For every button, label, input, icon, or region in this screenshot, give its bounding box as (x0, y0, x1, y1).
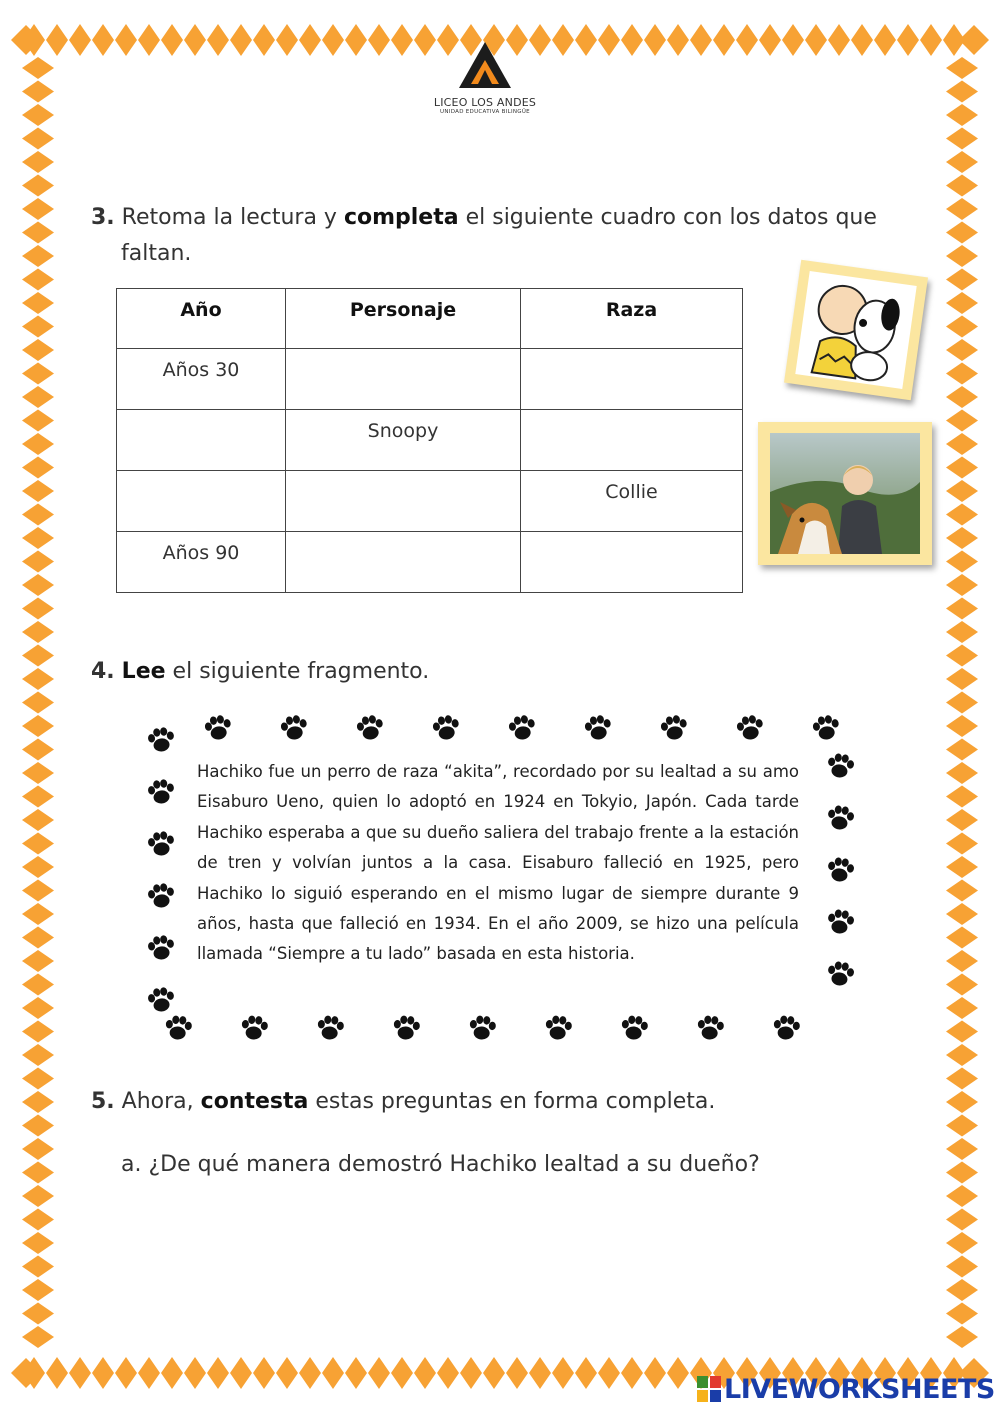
fragment-text: Hachiko fue un perro de raza “akita”, recordado por su lealtad a su amo Eisaburo Ueno, quien lo adoptó en 1924 en Tokyio, Japón. Cada tarde Hachiko esperaba a que su dueño saliera del trabajo frente a la estación de tren y volvían juntos a la casa. Eisaburo falleció en 1925, pero Hachiko lo siguió esperando en el mismo lugar de siempre durante 9 años, hasta que falleció en 1934. En el año 2009, se hizo una película llamada “Siempre a tu lado” basada en esta historia. (197, 762, 799, 964)
border-diamond (22, 527, 54, 549)
question-3-text-after: el siguiente cuadro con los datos que (465, 205, 877, 230)
border-diamond (667, 1357, 689, 1389)
border-diamond (22, 104, 54, 126)
paw-print-icon (469, 1015, 497, 1041)
border-diamond (391, 24, 413, 56)
border-diamond (946, 363, 978, 385)
border-diamond (22, 880, 54, 902)
border-diamond (506, 1357, 528, 1389)
border-diamond (782, 24, 804, 56)
border-diamond (874, 24, 896, 56)
border-diamond (946, 786, 978, 808)
border-diamond (22, 574, 54, 596)
border-diamond (575, 1357, 597, 1389)
border-diamond (22, 151, 54, 173)
question-4 (91, 654, 429, 690)
border-diamond (22, 1162, 54, 1184)
border-diamond (22, 739, 54, 761)
question-4-keyword: Lee (121, 659, 166, 684)
paw-print-icon (147, 830, 176, 857)
border-diamond (946, 551, 978, 573)
border-diamond (946, 245, 978, 267)
border-diamond (946, 504, 978, 526)
border-diamond (22, 386, 54, 408)
border-diamond (946, 410, 978, 432)
border-diamond (368, 24, 390, 56)
border-diamond (22, 762, 54, 784)
border-diamond (946, 1256, 978, 1278)
border-diamond (22, 1115, 54, 1137)
border-diamond (946, 128, 978, 150)
table-cell-input[interactable] (286, 471, 521, 532)
paw-print-icon (507, 715, 537, 742)
paw-print-icon (826, 960, 855, 987)
border-diamond (644, 24, 666, 56)
border-diamond (736, 24, 758, 56)
school-logo (430, 40, 540, 115)
border-diamond (946, 715, 978, 737)
border-diamond (253, 1357, 275, 1389)
question-a-text: ¿De qué manera demostró Hachiko lealtad a su dueño? (148, 1152, 760, 1177)
border-diamond (22, 433, 54, 455)
question-5-text-after: estas preguntas en forma completa. (315, 1089, 716, 1114)
answer-area[interactable] (121, 1195, 939, 1345)
border-diamond (22, 551, 54, 573)
border-diamond (946, 1232, 978, 1254)
border-diamond (414, 1357, 436, 1389)
border-diamond (946, 292, 978, 314)
border-diamond (22, 1068, 54, 1090)
paw-print-icon (147, 986, 176, 1013)
border-diamond (946, 198, 978, 220)
border-diamond (946, 151, 978, 173)
border-diamond (22, 833, 54, 855)
border-diamond (946, 927, 978, 949)
question-3 (91, 200, 939, 236)
border-diamond (22, 222, 54, 244)
border-diamond (22, 1021, 54, 1043)
border-diamond (690, 24, 712, 56)
border-diamond (946, 762, 978, 784)
paw-print-icon (826, 856, 855, 883)
paw-print-icon (165, 1015, 193, 1041)
border-diamond (946, 856, 978, 878)
border-diamond (598, 1357, 620, 1389)
border-diamond (946, 809, 978, 831)
question-4-text: el siguiente fragmento. (172, 659, 430, 684)
border-diamond (946, 621, 978, 643)
paw-print-icon (147, 934, 176, 961)
paw-print-icon (147, 778, 176, 805)
border-diamond (946, 1185, 978, 1207)
border-diamond (22, 269, 54, 291)
border-diamond (22, 645, 54, 667)
border-diamond (22, 245, 54, 267)
paw-print-icon (826, 908, 855, 935)
question-5-text-before: Ahora, (121, 1089, 194, 1114)
border-diamond (368, 1357, 390, 1389)
table-cell: Años 30 (117, 349, 286, 410)
border-diamond (946, 1303, 978, 1325)
border-diamond (22, 457, 54, 479)
border-diamond (946, 1068, 978, 1090)
border-diamond (22, 856, 54, 878)
question-a (121, 1147, 760, 1183)
paw-print-icon (811, 715, 841, 742)
border-diamond (161, 1357, 183, 1389)
border-diamond (946, 175, 978, 197)
border-diamond (22, 903, 54, 925)
border-diamond (897, 24, 919, 56)
border-diamond (946, 598, 978, 620)
border-diamond (22, 175, 54, 197)
border-diamond (22, 339, 54, 361)
border-diamond (759, 24, 781, 56)
paw-print-icon (317, 1015, 345, 1041)
paw-print-icon (147, 882, 176, 909)
border-diamond (22, 128, 54, 150)
question-5-keyword: contesta (200, 1089, 309, 1114)
border-diamond (22, 668, 54, 690)
paw-print-icon (773, 1015, 801, 1041)
border-diamond (946, 1044, 978, 1066)
border-diamond (946, 81, 978, 103)
border-diamond (22, 1303, 54, 1325)
logo-name: LICEO LOS ANDES (433, 96, 537, 109)
border-diamond (460, 1357, 482, 1389)
paw-print-icon (431, 715, 461, 742)
border-diamond (276, 1357, 298, 1389)
border-diamond (207, 24, 229, 56)
border-diamond (22, 809, 54, 831)
table-cell-input[interactable] (521, 532, 743, 593)
question-3-keyword: completa (343, 205, 459, 230)
border-diamond (946, 386, 978, 408)
border-diamond (946, 1138, 978, 1160)
border-diamond (946, 833, 978, 855)
paw-print-icon (826, 804, 855, 831)
border-diamond (946, 1115, 978, 1137)
border-diamond (946, 645, 978, 667)
paw-print-icon (621, 1015, 649, 1041)
data-table (116, 288, 743, 593)
watermark (724, 1374, 995, 1405)
border-diamond (46, 24, 68, 56)
border-diamond (946, 950, 978, 972)
paw-print-icon (355, 715, 385, 742)
question-4-number: 4. (91, 659, 115, 684)
border-diamond (828, 24, 850, 56)
border-diamond (345, 24, 367, 56)
border-diamond (575, 24, 597, 56)
collie-boy-illustration-icon (758, 422, 932, 565)
table-row (117, 410, 743, 471)
table-cell-input[interactable] (117, 471, 286, 532)
table-cell: Snoopy (286, 410, 521, 471)
collie-photo (758, 422, 932, 565)
logo-triangle-icon (457, 40, 513, 90)
border-diamond (946, 104, 978, 126)
border-diamond (22, 57, 54, 79)
border-diamond (946, 903, 978, 925)
border-diamond (946, 1162, 978, 1184)
border-diamond (184, 1357, 206, 1389)
table-row (117, 349, 743, 410)
border-diamond (92, 1357, 114, 1389)
table-header-row (117, 289, 743, 349)
border-diamond (69, 24, 91, 56)
border-diamond (22, 1185, 54, 1207)
table-cell-input[interactable] (521, 349, 743, 410)
liveworksheets-logo-icon (697, 1376, 722, 1402)
border-diamond (276, 24, 298, 56)
border-diamond (230, 24, 252, 56)
border-diamond (22, 1044, 54, 1066)
border-diamond (946, 974, 978, 996)
border-diamond (22, 1256, 54, 1278)
question-5-number: 5. (91, 1089, 115, 1114)
paw-print-icon (826, 752, 855, 779)
border-diamond (946, 339, 978, 361)
border-diamond (946, 1091, 978, 1113)
border-diamond (946, 316, 978, 338)
border-diamond (946, 997, 978, 1019)
border-diamond (161, 24, 183, 56)
paw-print-icon (393, 1015, 421, 1041)
border-diamond (946, 527, 978, 549)
border-diamond (92, 24, 114, 56)
logo-subtitle: UNIDAD EDUCATIVA BILINGÜE (440, 109, 530, 115)
border-diamond (22, 1209, 54, 1231)
border-diamond (22, 1232, 54, 1254)
border-diamond (946, 269, 978, 291)
paw-print-icon (545, 1015, 573, 1041)
border-diamond (22, 927, 54, 949)
border-diamond (22, 598, 54, 620)
header-character: Personaje (286, 289, 521, 349)
border-diamond (644, 1357, 666, 1389)
border-diamond (22, 692, 54, 714)
border-diamond (184, 24, 206, 56)
question-3-line2: faltan. (121, 241, 192, 266)
border-diamond (207, 1357, 229, 1389)
border-diamond (22, 1326, 54, 1348)
border-diamond (946, 1209, 978, 1231)
border-diamond (959, 25, 989, 55)
border-diamond (920, 24, 942, 56)
table-row (117, 471, 743, 532)
border-diamond (946, 222, 978, 244)
border-diamond (437, 1357, 459, 1389)
paw-print-icon (241, 1015, 269, 1041)
border-diamond (345, 1357, 367, 1389)
border-diamond (230, 1357, 252, 1389)
border-diamond (946, 433, 978, 455)
question-5 (91, 1084, 715, 1120)
table-cell-input[interactable] (117, 410, 286, 471)
question-3-number: 3. (91, 205, 115, 230)
question-a-letter: a. (121, 1152, 142, 1177)
border-diamond (22, 1138, 54, 1160)
question-3-text-before: Retoma la lectura y (121, 205, 337, 230)
paw-print-icon (659, 715, 689, 742)
border-diamond (22, 316, 54, 338)
border-diamond (667, 24, 689, 56)
border-diamond (322, 24, 344, 56)
border-diamond (22, 1279, 54, 1301)
border-diamond (22, 950, 54, 972)
border-diamond (22, 198, 54, 220)
watermark-text: LIVEWORKSHEETS (724, 1374, 995, 1405)
border-diamond (46, 1357, 68, 1389)
paw-print-icon (147, 726, 176, 753)
table-cell-input[interactable] (286, 349, 521, 410)
border-diamond (22, 81, 54, 103)
paw-print-icon (697, 1015, 725, 1041)
header-breed: Raza (521, 289, 743, 349)
border-diamond (22, 974, 54, 996)
border-diamond (391, 1357, 413, 1389)
table-cell: Años 90 (117, 532, 286, 593)
border-diamond (946, 692, 978, 714)
border-diamond (69, 1357, 91, 1389)
border-diamond (322, 1357, 344, 1389)
border-diamond (552, 24, 574, 56)
paw-print-icon (203, 715, 233, 742)
border-diamond (299, 1357, 321, 1389)
border-diamond (138, 1357, 160, 1389)
border-diamond (22, 480, 54, 502)
border-diamond (483, 1357, 505, 1389)
border-diamond (946, 668, 978, 690)
border-diamond (22, 410, 54, 432)
border-diamond (22, 786, 54, 808)
paw-print-icon (583, 715, 613, 742)
border-diamond (805, 24, 827, 56)
snoopy-photo (784, 260, 928, 401)
table-cell-input[interactable] (521, 410, 743, 471)
header-year: Año (117, 289, 286, 349)
border-diamond (552, 1357, 574, 1389)
border-diamond (253, 24, 275, 56)
border-diamond (22, 997, 54, 1019)
border-diamond (22, 292, 54, 314)
border-diamond (946, 1279, 978, 1301)
border-diamond (22, 1091, 54, 1113)
border-diamond (946, 457, 978, 479)
paw-print-icon (735, 715, 765, 742)
border-diamond (946, 480, 978, 502)
table-cell: Collie (521, 471, 743, 532)
border-diamond (115, 1357, 137, 1389)
border-diamond (946, 880, 978, 902)
border-diamond (946, 57, 978, 79)
border-diamond (115, 24, 137, 56)
border-diamond (138, 24, 160, 56)
border-diamond (22, 715, 54, 737)
border-diamond (946, 574, 978, 596)
border-diamond (22, 621, 54, 643)
border-diamond (22, 363, 54, 385)
border-diamond (621, 1357, 643, 1389)
border-diamond (946, 1326, 978, 1348)
border-diamond (713, 24, 735, 56)
border-diamond (529, 1357, 551, 1389)
border-diamond (598, 24, 620, 56)
border-diamond (946, 739, 978, 761)
paw-print-icon (279, 715, 309, 742)
table-cell-input[interactable] (286, 532, 521, 593)
border-diamond (621, 24, 643, 56)
border-diamond (946, 1021, 978, 1043)
border-diamond (851, 24, 873, 56)
border-diamond (299, 24, 321, 56)
table-row (117, 532, 743, 593)
snoopy-illustration-icon (784, 260, 928, 401)
border-diamond (22, 504, 54, 526)
